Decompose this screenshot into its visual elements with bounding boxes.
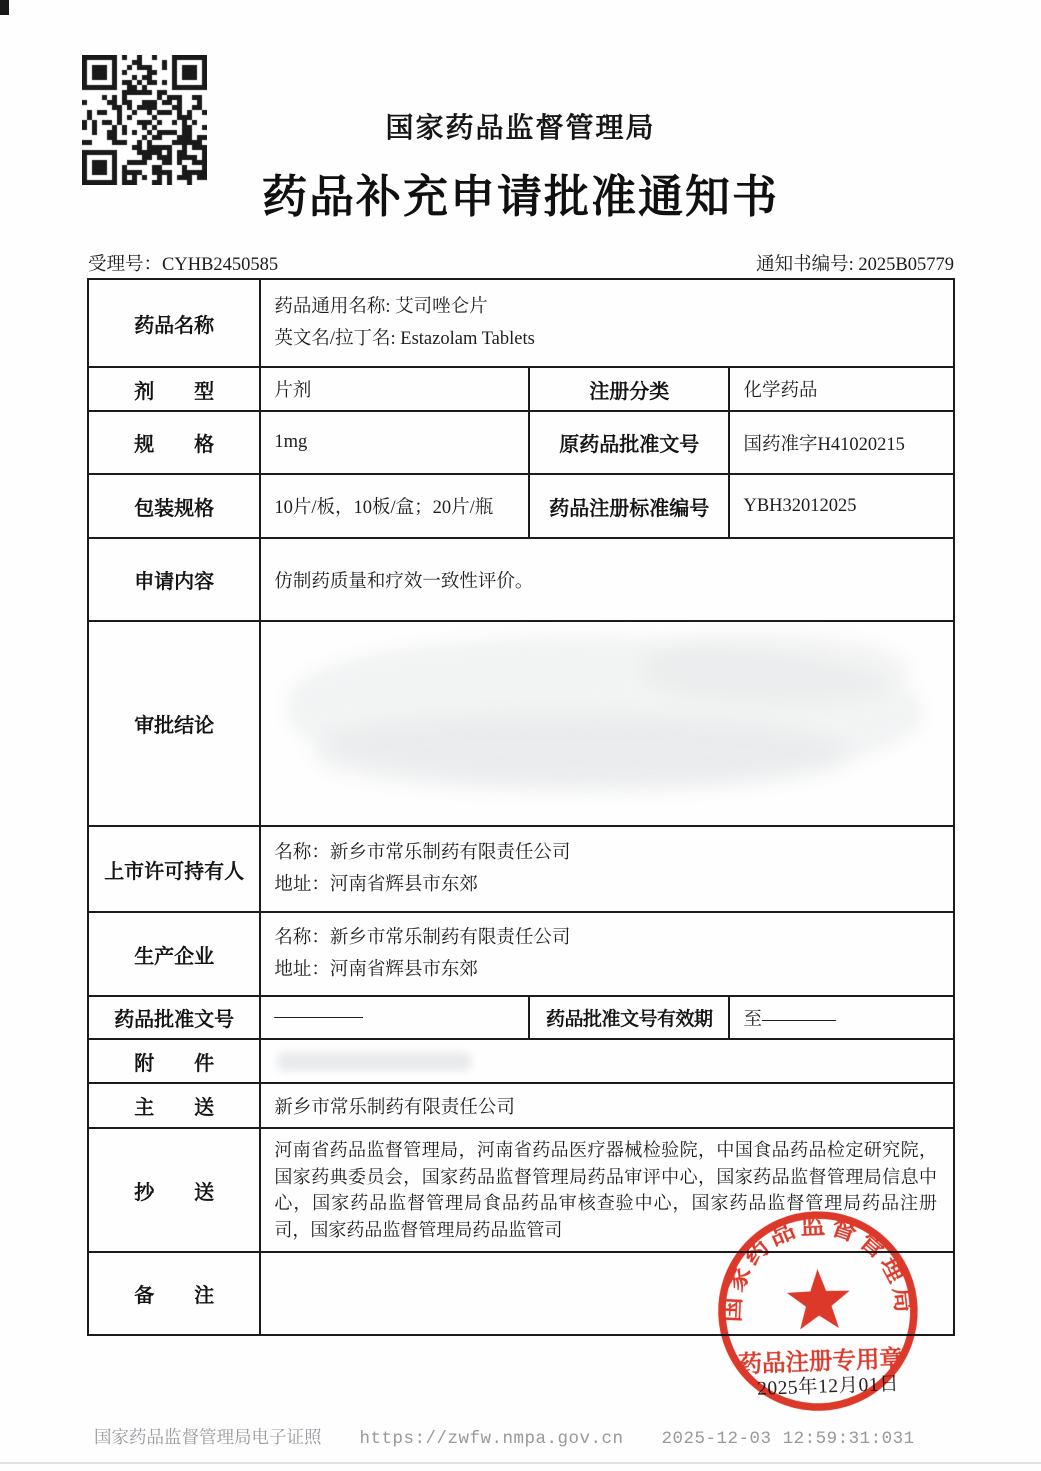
table-row	[88, 1083, 954, 1128]
table-row	[88, 474, 954, 538]
table-row	[88, 912, 954, 996]
reg-standard-value: YBH32012025	[729, 474, 954, 538]
package-value: 10片/板，10板/盒；20片/瓶	[260, 474, 529, 538]
manufacturer-label: 生产企业	[88, 912, 260, 996]
attachment-label: 附 件	[88, 1039, 260, 1083]
agency-title: 国家药品监督管理局	[385, 113, 656, 144]
notice-number: 通知书编号: 2025B05779	[756, 255, 954, 275]
redacted-attachment	[277, 1052, 472, 1071]
application-value: 仿制药质量和疗效一致性评价。	[260, 538, 954, 621]
footer-timestamp: 2025-12-03 12:59:31:031	[661, 1429, 915, 1449]
approval-stamp	[712, 1205, 927, 1420]
dosage-form-label: 剂 型	[88, 367, 260, 411]
holder-value: 名称：新乡市常乐制药有限责任公司 地址：河南省辉县市东郊	[260, 826, 954, 912]
stamp-ring-text: 国家药品监督管理局	[718, 1212, 918, 1323]
remark-label: 备 注	[88, 1252, 260, 1335]
table-row	[88, 621, 954, 826]
conclusion-value	[260, 621, 954, 826]
cc-value: 河南省药品监督管理局，河南省药品医疗器械检验院，中国食品药品检定研究院，国家药典委员会，国家药品监督管理局药品审评中心，国家药品监督管理局信息中心，国家药品监督管理局食品药品审核查验中心，国家药品监督管理局药品注册司，国家药品监督管理局药品监管司	[260, 1128, 954, 1252]
stamp-date: 2025年12月01日	[756, 1373, 900, 1400]
star-icon	[786, 1268, 851, 1330]
approval-no-label: 药品批准文号	[88, 996, 260, 1039]
application-label: 申请内容	[88, 538, 260, 621]
table-row	[88, 996, 954, 1039]
table-row	[88, 538, 954, 621]
footer-url: https://zwfw.nmpa.gov.cn	[359, 1429, 624, 1449]
orig-approval-label: 原药品批准文号	[529, 411, 729, 474]
acceptance-number: 受理号：CYHB2450585	[88, 255, 279, 275]
spec-label: 规 格	[88, 411, 260, 474]
scan-corner-mark	[0, 0, 9, 15]
reference-row	[88, 250, 954, 276]
table-row	[88, 411, 954, 474]
table-row	[88, 1039, 954, 1083]
scan-bottom-edge	[0, 1462, 1041, 1464]
drug-name-label: 药品名称	[88, 279, 260, 367]
manufacturer-value: 名称：新乡市常乐制药有限责任公司 地址：河南省辉县市东郊	[260, 912, 954, 996]
page-title: 药品补充申请批准通知书	[261, 172, 779, 222]
reg-standard-label: 药品注册标准编号	[529, 474, 729, 538]
stamp-banner: 药品注册专用章	[738, 1346, 904, 1378]
footer	[94, 1424, 994, 1449]
reg-class-value: 化学药品	[729, 367, 954, 411]
footer-caption: 国家药品监督管理局电子证照	[94, 1427, 322, 1447]
redacted-conclusion	[274, 626, 943, 821]
reg-class-label: 注册分类	[529, 367, 729, 411]
table-row	[88, 367, 954, 411]
orig-approval-value: 国药准字H41020215	[729, 411, 954, 474]
main-send-value: 新乡市常乐制药有限责任公司	[260, 1083, 954, 1128]
holder-label: 上市许可持有人	[88, 826, 260, 912]
table-row	[88, 826, 954, 912]
main-send-label: 主 送	[88, 1083, 260, 1128]
table-row	[88, 279, 954, 367]
approval-table	[87, 278, 955, 1336]
validity-value: 至————	[729, 996, 954, 1039]
conclusion-label: 审批结论	[88, 621, 260, 826]
dosage-form-value: 片剂	[260, 367, 529, 411]
spec-value: 1mg	[260, 411, 529, 474]
drug-name-value: 药品通用名称: 艾司唑仑片 英文名/拉丁名: Estazolam Tablets	[260, 279, 954, 367]
cc-label: 抄 送	[88, 1128, 260, 1252]
attachment-value	[260, 1039, 954, 1083]
validity-label: 药品批准文号有效期	[529, 996, 729, 1039]
approval-no-value: —————	[260, 996, 529, 1039]
package-label: 包装规格	[88, 474, 260, 538]
